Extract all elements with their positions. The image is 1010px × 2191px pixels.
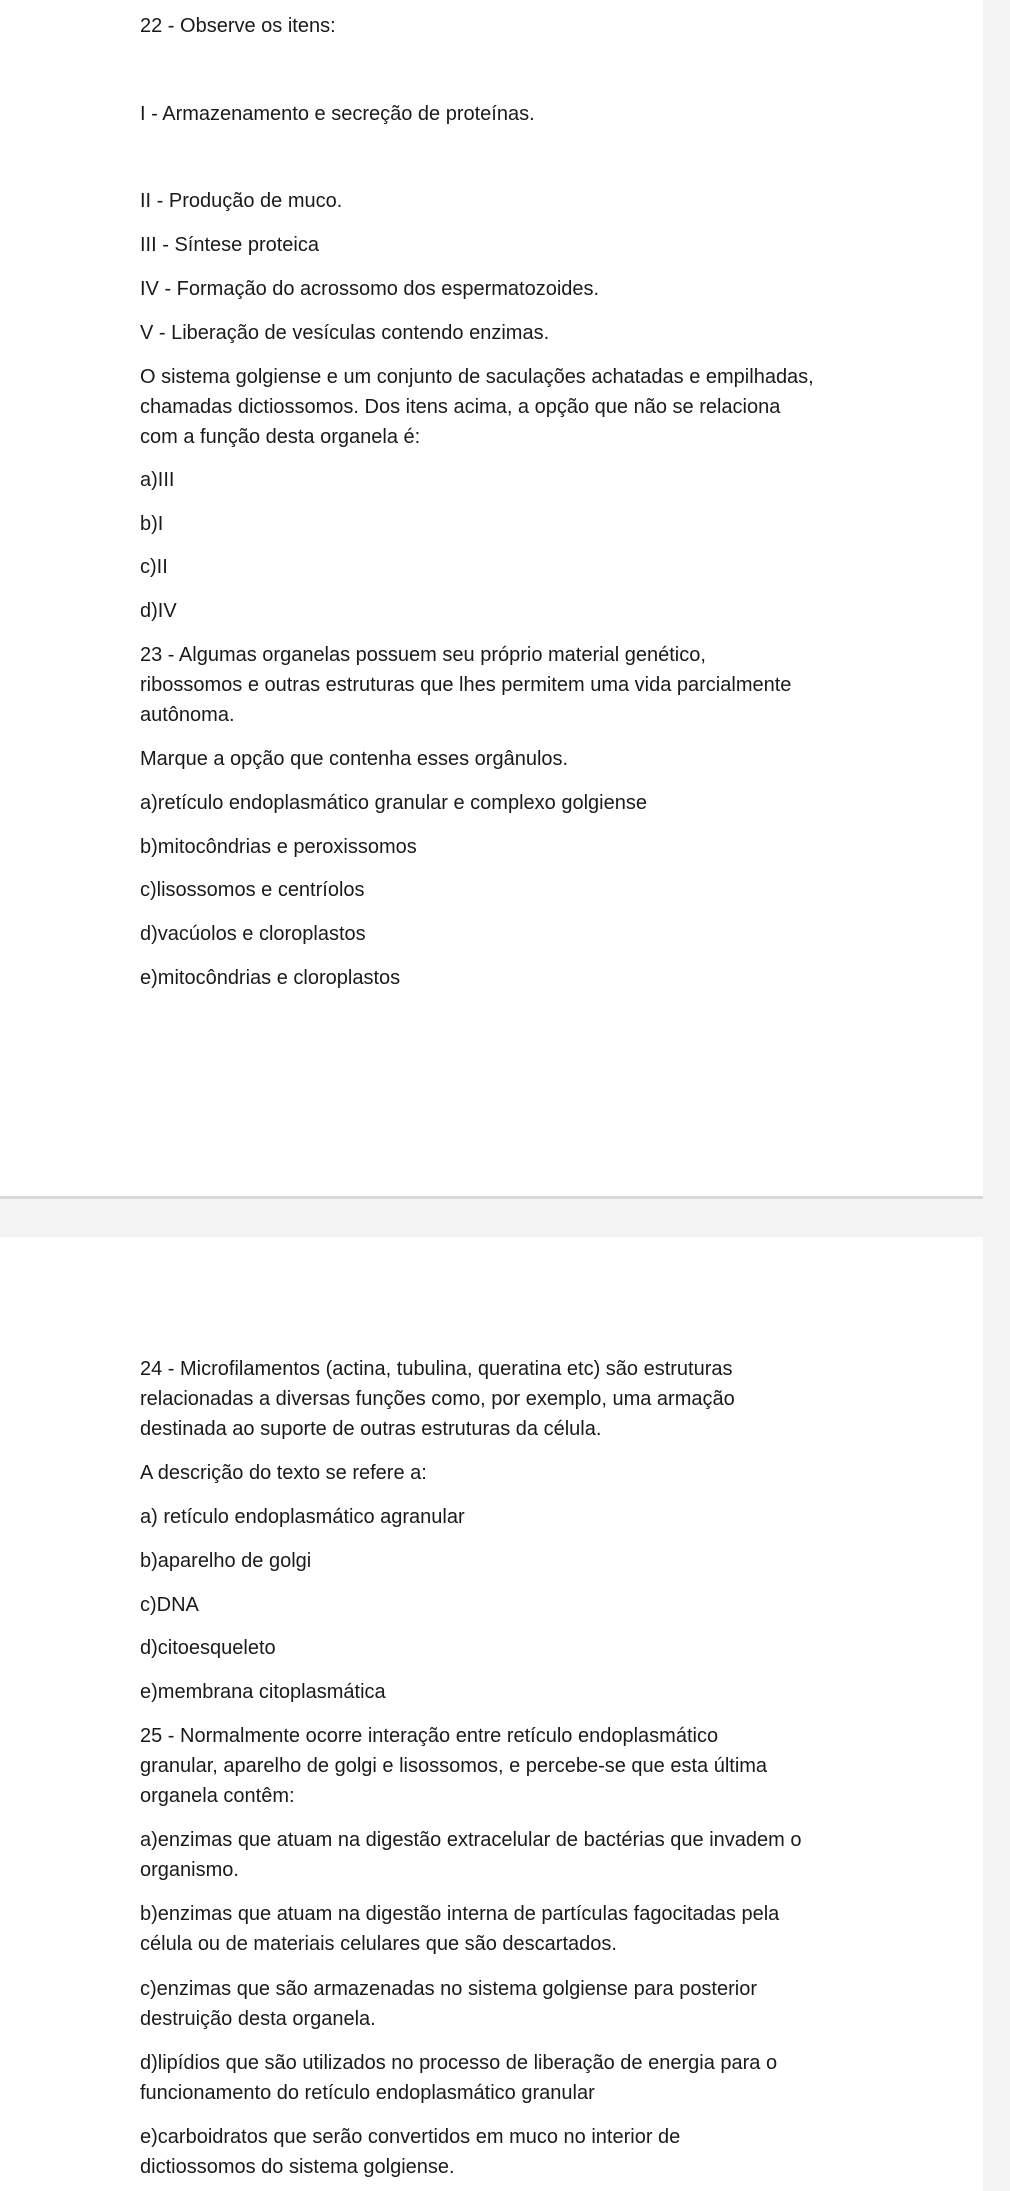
question-22-item-1: I - Armazenamento e secreção de proteínas. (140, 103, 535, 125)
question-25-option-a-line-1: a)enzimas que atuam na digestão extracelular de bactérias que invadem o (140, 1829, 802, 1851)
question-22-title: 22 - Observe os itens: (140, 15, 336, 37)
question-23-option-b: b)mitocôndrias e peroxissomos (140, 836, 417, 858)
question-25-option-d-line-2: funcionamento do retículo endoplasmático granular (140, 2082, 595, 2104)
question-25-option-e-line-2: dictiossomos do sistema golgiense. (140, 2156, 455, 2178)
question-25-option-c-line-2: destruição desta organela. (140, 2008, 376, 2030)
question-22-item-5: V - Liberação de vesículas contendo enzimas. (140, 322, 550, 344)
question-22-stem-line-2: chamadas dictiossomos. Dos itens acima, a opção que não se relaciona (140, 396, 781, 418)
question-24-title-line-2: relacionadas a diversas funções como, por exemplo, uma armação (140, 1388, 735, 1410)
question-22-item-3: III - Síntese proteica (140, 234, 319, 256)
question-22-option-c: c)II (140, 556, 168, 578)
question-25-option-a-line-2: organismo. (140, 1859, 239, 1881)
question-22-option-b: b)I (140, 513, 164, 535)
question-23-prompt: Marque a opção que contenha esses orgânulos. (140, 748, 569, 770)
question-23-option-a: a)retículo endoplasmático granular e complexo golgiense (140, 792, 647, 814)
question-23-option-d: d)vacúolos e cloroplastos (140, 923, 366, 945)
question-25-option-c-line-1: c)enzimas que são armazenadas no sistema golgiense para posterior (140, 1978, 758, 2000)
question-22-option-a: a)III (140, 469, 175, 491)
question-25-title-line-3: organela contêm: (140, 1785, 295, 1807)
question-25-option-b-line-2: célula ou de materiais celulares que são descartados. (140, 1933, 617, 1955)
question-23-option-c: c)lisossomos e centríolos (140, 879, 365, 901)
question-23-title-line-2: ribossomos e outras estruturas que lhes permitem uma vida parcialmente (140, 674, 792, 696)
question-24-option-b: b)aparelho de golgi (140, 1550, 312, 1572)
question-24-title-line-1: 24 - Microfilamentos (actina, tubulina, queratina etc) são estruturas (140, 1358, 733, 1380)
question-22-stem-line-1: O sistema golgiense e um conjunto de saculações achatadas e empilhadas, (140, 366, 814, 388)
question-22-item-4: IV - Formação do acrossomo dos espermatozoides. (140, 278, 600, 300)
question-24-title-line-3: destinada ao suporte de outras estruturas da célula. (140, 1418, 602, 1440)
question-24-option-d: d)citoesqueleto (140, 1637, 276, 1659)
question-22-option-d: d)IV (140, 600, 177, 622)
question-25-title-line-1: 25 - Normalmente ocorre interação entre retículo endoplasmático (140, 1725, 719, 1747)
scrollbar-gutter[interactable] (983, 0, 1010, 2191)
question-25-option-e-line-1: e)carboidratos que serão convertidos em muco no interior de (140, 2126, 681, 2148)
question-23-title-line-1: 23 - Algumas organelas possuem seu próprio material genético, (140, 644, 706, 666)
question-24-option-a: a) retículo endoplasmático agranular (140, 1506, 465, 1528)
question-24-option-e: e)membrana citoplasmática (140, 1681, 386, 1703)
question-24-option-c: c)DNA (140, 1594, 199, 1616)
question-25-option-b-line-1: b)enzimas que atuam na digestão interna de partículas fagocitadas pela (140, 1903, 780, 1925)
question-25-title-line-2: granular, aparelho de golgi e lisossomos, e percebe-se que esta última (140, 1755, 768, 1777)
question-22-stem-line-3: com a função desta organela é: (140, 426, 421, 448)
question-24-prompt: A descrição do texto se refere a: (140, 1462, 427, 1484)
question-25-option-d-line-1: d)lipídios que são utilizados no processo de liberação de energia para o (140, 2052, 778, 2074)
question-23-title-line-3: autônoma. (140, 704, 235, 726)
question-22-item-2: II - Produção de muco. (140, 190, 343, 212)
document-page-2 (0, 1237, 983, 2191)
question-23-option-e: e)mitocôndrias e cloroplastos (140, 967, 401, 989)
